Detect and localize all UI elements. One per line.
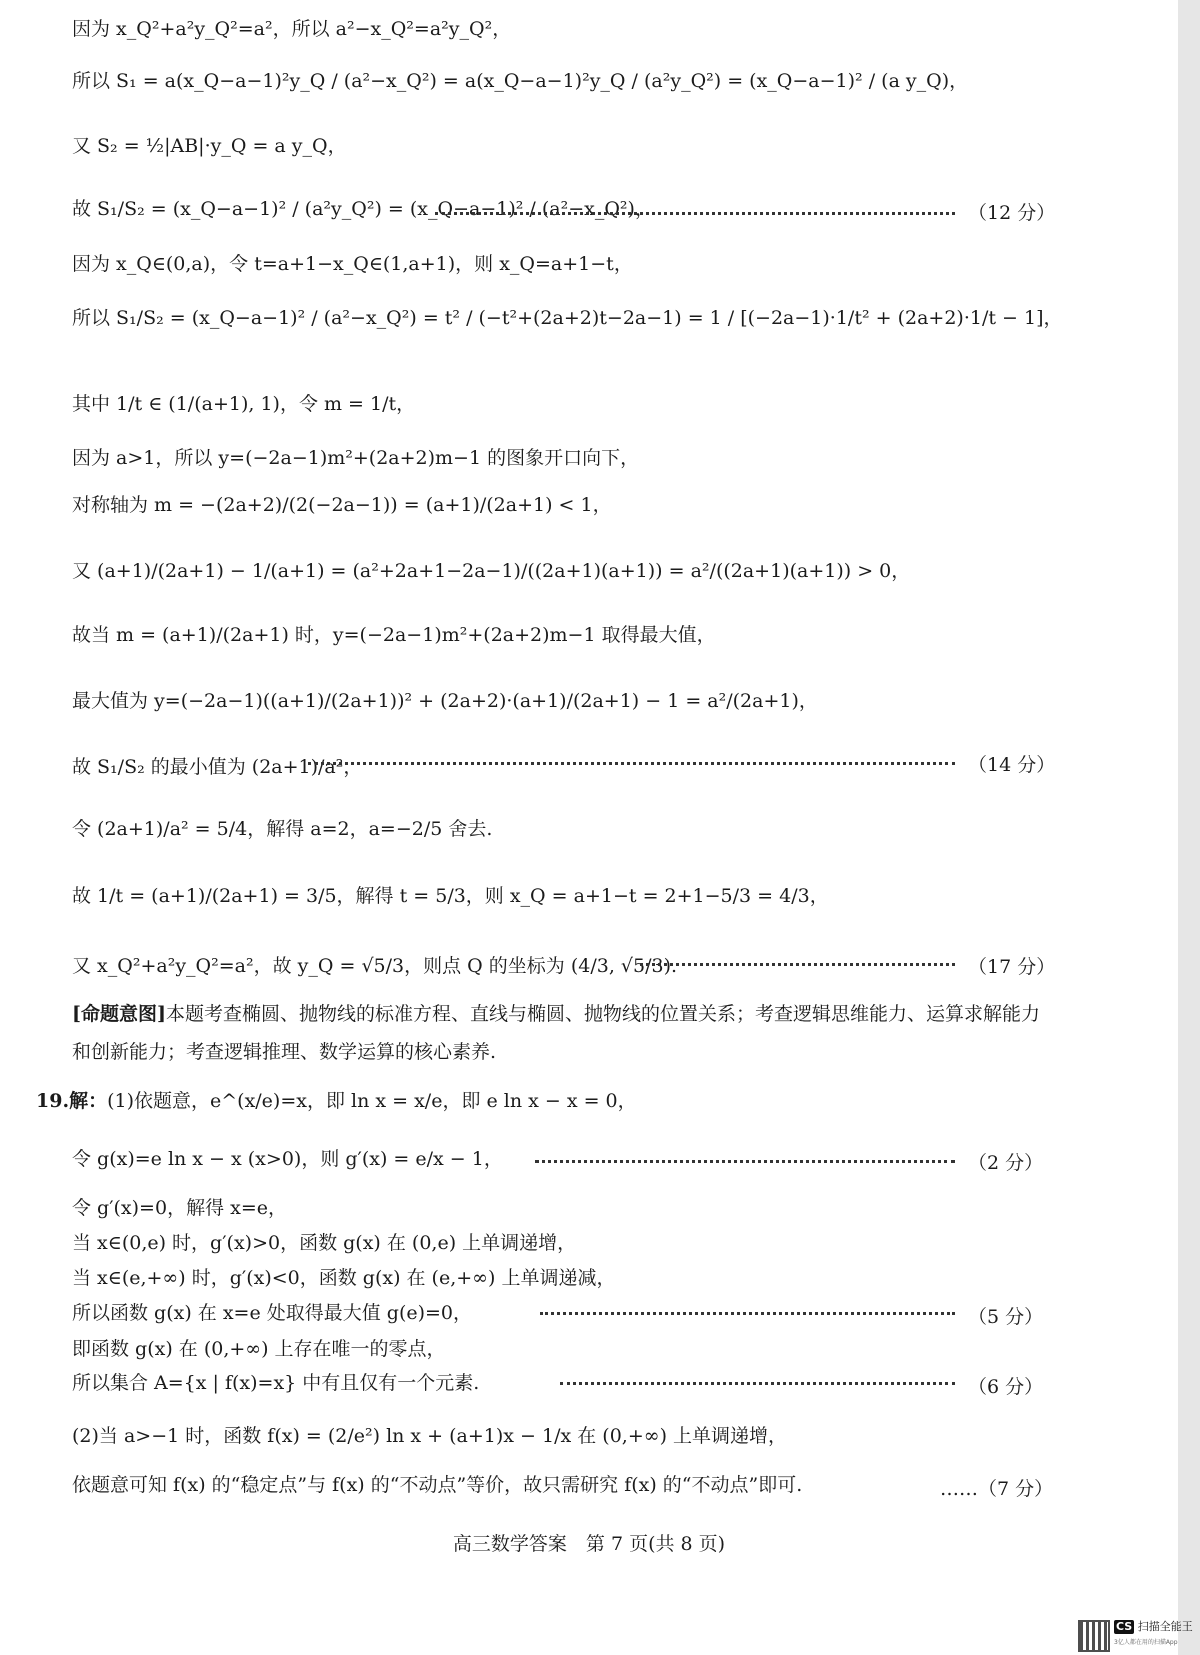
q19-line: 依题意可知 f(x) 的“稳定点”与 f(x) 的“不动点”等价，故只需研究 f(x) 的“不动点”即可. bbox=[72, 1474, 803, 1496]
scanner-tagline: 3亿人都在用的扫描App bbox=[1114, 1639, 1178, 1646]
solution-line: 又 S₂ = ½|AB|·y_Q = a y_Q， bbox=[72, 135, 347, 157]
q19-line: 所以函数 g(x) 在 x=e 处取得最大值 g(e)=0， bbox=[72, 1302, 473, 1324]
solution-line: 因为 a>1，所以 y=(−2a−1)m²+(2a+2)m−1 的图象开口向下， bbox=[72, 447, 640, 469]
intent-tag: [命题意图] bbox=[72, 1003, 166, 1025]
q19-line: 当 x∈(e,+∞) 时，g′(x)<0，函数 g(x) 在 (e,+∞) 上单调递减， bbox=[72, 1267, 616, 1289]
q19-line: 令 g(x)=e ln x − x (x>0)，则 g′(x) = e/x − 1， bbox=[72, 1148, 503, 1170]
scan-margin bbox=[1178, 0, 1200, 1655]
solution-line: 令 (2a+1)/a² = 5/4，解得 a=2，a=−2/5 舍去. bbox=[72, 818, 493, 840]
q19-line: 即函数 g(x) 在 (0,+∞) 上存在唯一的零点， bbox=[72, 1338, 446, 1360]
scanner-app-name: 扫描全能王 bbox=[1137, 1620, 1193, 1633]
solution-line: 又 x_Q²+a²y_Q²=a²，故 y_Q = √5/3，则点 Q 的坐标为 (4/3, √5/3). bbox=[72, 955, 678, 977]
solution-line: 最大值为 y=(−2a−1)((a+1)/(2a+1))² + (2a+2)·(a+1)/(2a+1) − 1 = a²/(2a+1)， bbox=[72, 690, 818, 712]
score-leader bbox=[308, 762, 955, 765]
solution-line: 因为 x_Q²+a²y_Q²=a²，所以 a²−x_Q²=a²y_Q²， bbox=[72, 18, 512, 40]
solution-line: 又 (a+1)/(2a+1) − 1/(a+1) = (a²+2a+1−2a−1)/((2a+1)(a+1)) = a²/((2a+1)(a+1)) > 0， bbox=[72, 560, 911, 582]
score-mark: （12 分） bbox=[968, 202, 1056, 224]
qr-code-icon bbox=[1078, 1620, 1110, 1652]
score-mark: （5 分） bbox=[968, 1306, 1044, 1328]
q19-line: 当 x∈(0,e) 时，g′(x)>0，函数 g(x) 在 (0,e) 上单调递增， bbox=[72, 1232, 577, 1254]
score-leader bbox=[640, 963, 955, 966]
q19-number: 19. bbox=[36, 1090, 70, 1112]
q19-line: (2)当 a>−1 时，函数 f(x) = (2/e²) ln x + (a+1)x − 1/x 在 (0,+∞) 上单调递增， bbox=[72, 1425, 788, 1447]
camscanner-logo-icon: CS bbox=[1116, 1620, 1133, 1633]
intent-body: 本题考查椭圆、抛物线的标准方程、直线与椭圆、抛物线的位置关系；考查逻辑思维能力、运算求解能力和创新能力；考查逻辑推理、数学运算的核心素养. bbox=[72, 1003, 1040, 1063]
solution-line: 故 1/t = (a+1)/(2a+1) = 3/5，解得 t = 5/3，则 x_Q = a+1−t = 2+1−5/3 = 4/3， bbox=[72, 885, 829, 907]
solution-line: 故 S₁/S₂ = (x_Q−a−1)² / (a²y_Q²) = (x_Q−a−1)² / (a²−x_Q²)， bbox=[72, 198, 654, 220]
q19-line: 所以集合 A={x | f(x)=x} 中有且仅有一个元素. bbox=[72, 1372, 480, 1394]
score-leader bbox=[535, 1160, 955, 1163]
score-mark: （2 分） bbox=[968, 1152, 1044, 1174]
score-leader bbox=[540, 1312, 955, 1315]
score-mark: （17 分） bbox=[968, 956, 1056, 978]
solution-line: 因为 x_Q∈(0,a)，令 t=a+1−x_Q∈(1,a+1)，则 x_Q=a+1−t， bbox=[72, 253, 633, 275]
q19-heading bbox=[36, 1090, 637, 1113]
q19-line: (1)依题意，e^(x/e)=x，即 ln x = x/e，即 e ln x − x = 0， bbox=[107, 1090, 637, 1112]
solution-line: 所以 S₁ = a(x_Q−a−1)²y_Q / (a²−x_Q²) = a(x_Q−a−1)²y_Q / (a²y_Q²) = (x_Q−a−1)² / (a y_Q)， bbox=[72, 70, 969, 92]
score-leader bbox=[435, 212, 955, 215]
score-mark: （6 分） bbox=[968, 1376, 1044, 1398]
intent-paragraph bbox=[72, 995, 1052, 1071]
solution-line: 所以 S₁/S₂ = (x_Q−a−1)² / (a²−x_Q²) = t² / (−t²+(2a+2)t−2a−1) = 1 / [(−2a−1)·1/t² + (2a+2)·1/t − 1]， bbox=[72, 307, 1063, 329]
solution-line: 对称轴为 m = −(2a+2)/(2(−2a−1)) = (a+1)/(2a+1) < 1， bbox=[72, 494, 612, 516]
solution-line: 其中 1/t ∈ (1/(a+1), 1)，令 m = 1/t， bbox=[72, 393, 416, 415]
page-footer: 高三数学答案 第 7 页(共 8 页) bbox=[452, 1533, 726, 1555]
q19-solve-label: 解： bbox=[69, 1090, 108, 1112]
scanner-badge bbox=[1114, 1620, 1193, 1650]
score-mark: ……（7 分） bbox=[940, 1478, 1054, 1500]
solution-line: 故 S₁/S₂ 的最小值为 (2a+1)/a²， bbox=[72, 756, 363, 778]
q19-line: 令 g′(x)=0，解得 x=e， bbox=[72, 1197, 287, 1219]
solution-line: 故当 m = (a+1)/(2a+1) 时，y=(−2a−1)m²+(2a+2)m−1 取得最大值， bbox=[72, 624, 716, 646]
score-leader bbox=[560, 1382, 955, 1385]
score-mark: （14 分） bbox=[968, 754, 1056, 776]
